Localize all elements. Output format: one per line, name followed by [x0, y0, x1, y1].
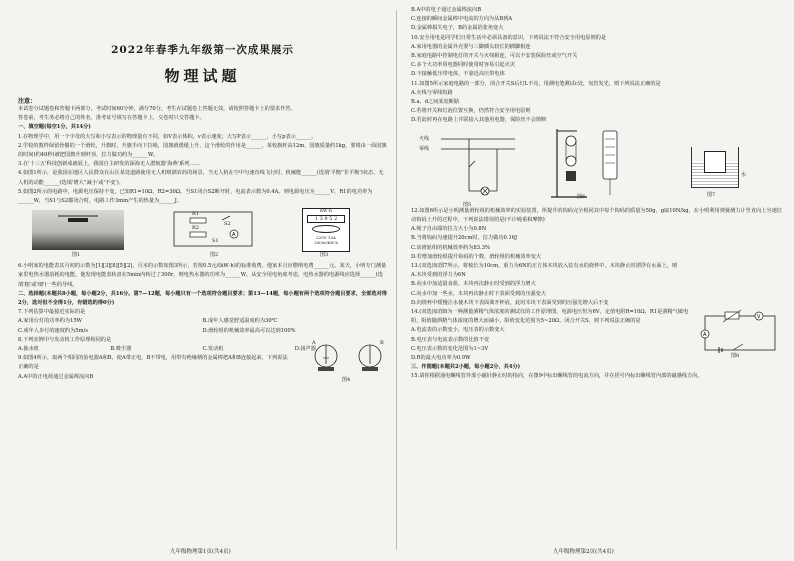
option: D.R的最大电功率为0.9W [411, 355, 471, 362]
question-1: 1.在物理学中，用一个字母的大写和小写表示的物理量有不同，如V表示体积，v表示速度；大写P表示______，小写p表示______。 [18, 133, 317, 140]
option: B.家庭电路中控制电灯的开关与火线相连，可以不安装保险丝或空气开关 [411, 53, 578, 60]
question-7-stem: 7.下列估算中最接近实际的是 [18, 309, 86, 316]
choice-section-heading: 二、选择题(本题共8小题，每小题2分，共16分。第7—12题，每小题只有一个选项符合题目要求；第13—14题，每小题有两个选项符合题目要求，全部选对得2分，选对但不全得1分，有错选的得0分) [18, 290, 387, 307]
household-circuit [419, 129, 519, 199]
figure-7-label: 图7 [707, 191, 716, 198]
pulley-setup [547, 125, 637, 201]
figure-8-label: 图8 [731, 353, 740, 360]
exam-year-title: 2022年春季九年级第一次成果展示 [111, 44, 294, 56]
question-2: 2.学校的教样保留骨骼的一个滑轮，升旗时，升旗手向下拉绳，国旗就缓缓上升，这个滑轮的作用是______，某校旗杆高12m，国旗质量约1kg，要将由一面国旗的时间(约40秒)被把国旗升到杆顶，拉力做功约为______W。 [18, 142, 387, 159]
s2-label: S2 [224, 221, 231, 228]
right-page [397, 0, 794, 561]
question-15-stem: 15.请你根据通电螺线管外部小磁针静止时的指向，在图9中标出螺线管的电流方向，并在括号内标出螺线管内部的磁感线方向。 [411, 373, 703, 380]
r1-label: R1 [192, 211, 199, 218]
figure-2-label: 图2 [210, 252, 219, 259]
electroscope-b-label: B [380, 340, 384, 347]
question-9-option-b: B.A中的电子通过金属棒流向B [411, 7, 482, 13]
live-wire-label: 火线 [419, 135, 430, 142]
option: C.电压表示数的变化范围为1~3V [411, 345, 489, 352]
figure-6-label: 图6 [577, 193, 586, 200]
question-6: 6.小明家的电能表其月初的示数为[1][3][8][5][2]，月末的示数如图3所示，若按0.5元/(kW·h)的标准收费，他家本月应缴纳电费______元。某天，小明专门测量家里电热水器消耗的电能，他发现电能表转盘在5min内转过了300r，则电热水器的功率为______W。从安全用电角度考虑，电热水器的电源线应选择______(选填'粗'或'细')一些的导线。 [18, 263, 387, 288]
drone-icon [32, 210, 124, 250]
question-9-option-d: D.金属棒损失电子，B的金属箔张角变大 [411, 25, 504, 32]
meter-digits: 1 3 9 5 2 [307, 215, 345, 223]
option: B.电压表与电流表示数的比值不变 [411, 336, 490, 343]
meter-unit: kW·h [320, 209, 332, 215]
option: A.抽水机 [18, 346, 39, 353]
question-8-stem: 8.下列实例中与发动机工作原理相同的是 [18, 336, 112, 343]
option: D.向烧杯中缓慢注水使木块下表面离开杯底，此时木块下表面受到的压强先增大后不变 [411, 299, 609, 306]
meter-dial [312, 225, 340, 233]
household-circuit-figure-5 [419, 129, 519, 208]
option: D.扬声器 [294, 346, 316, 353]
svg-text:A: A [232, 232, 236, 239]
question-3: 3.在'十三五'科技创新成就展上，我国自主研发的深海无人潜航器'海燕'系列…… [18, 161, 200, 168]
option: A.电流表的示数变小，电压表的示数变大 [411, 327, 505, 334]
fill-section-heading: 一、填空题(每空1分，共14分) [18, 124, 91, 131]
notice-line: 本试卷分试题卷和答题卡两部分，考试时间60分钟，满分70分。考生在试题卷上答题无效，请按照答题卡上的要求作答。 [18, 106, 296, 112]
neutral-wire-label: 零线 [419, 145, 430, 152]
option: D.滑轮组的机械效率最高可以达到100% [202, 327, 296, 334]
notice-line: 答卷前，考生务必将自己的姓名、准考证号填写在答题卡上，交卷时只交答题卡。 [18, 115, 205, 122]
meter-spec: 220V 10A [316, 235, 336, 241]
question-14-block [411, 308, 782, 363]
figure-5-label: 图5 [463, 201, 472, 208]
electric-meter [302, 208, 350, 252]
question-10-stem: 10.安全用电是同学们日常生活中必须具备的意识，下列说法不符合安全用电原则的是 [411, 34, 607, 41]
drone-photo [32, 210, 124, 250]
question-5: 5.如图2所示的电路中，电源电压保持不变，已知R1=10Ω，R2=30Ω。当S1闭合S2断开时，电流表示数为0.4A，则电源电压为______V，R1的电功率为______W，当S1与S2都闭合时，电路工作3min产生的热量为______J。 [18, 188, 373, 205]
beaker-figure-7 [681, 147, 761, 199]
wood-block [704, 151, 726, 173]
water-label: 水 [741, 171, 747, 178]
left-page-footer: 九年级物理第1页(共4页) [170, 549, 231, 555]
r2-label: R2 [192, 225, 199, 232]
option: A.家用电器的金属外壳要与三脚插头较长的插脚相连 [411, 43, 531, 50]
draw-section-heading: 三、作图题(本题共2小题，每小题2分，共4分) [411, 364, 521, 371]
question-11-12-figure-block [411, 89, 782, 207]
option: B.向水中加适量食盐，木块再次静止时受到的浮力增大 [411, 281, 536, 288]
option: B.当将钩码匀速提升20cm时，拉力做功0.16J [411, 235, 518, 242]
svg-text:A: A [703, 332, 707, 339]
question-13-stem: 13.(双选)如图7所示，将棱长为10cm，重力为6N的正方体木块放入装有水的烧杯中，木块静止时漂浮在水面上，则 [411, 263, 678, 270]
option: C.发动机 [202, 346, 224, 353]
s1-label: S1 [212, 238, 219, 245]
question-4: 4.如图1所示，是我国在地区人民群众在山区某处道路使用无人机喷洒农药的场景，当无人机在空中匀速直线飞行时，机械能______(选填'平衡''非平衡')状态，无人机的动能______(选填'增大''减小'或'不变')。 [18, 170, 384, 186]
option: D.若此时再在电路上并联接入其他用电器，保险丝不会熔断 [411, 117, 547, 124]
option: C.成年人步行的速度约为5m/s [18, 327, 88, 334]
beaker [691, 147, 739, 188]
option: A.绳子自由端的拉力大小为0.8N [411, 226, 487, 233]
option: A.A中的正电荷通过金属棒流向B [18, 373, 94, 380]
option: A.木块受到的浮力为6N [411, 272, 466, 279]
figure-4-label: 图4 [342, 377, 351, 384]
figure-1-label: 图1 [72, 252, 81, 259]
option: B.成年人感觉舒适温度约为30℃ [202, 318, 278, 325]
option: D.不接触低压带电体，不靠近高压带电体 [411, 71, 505, 78]
sensor-circuit-figure-8 [697, 310, 781, 360]
question-7-options [18, 317, 387, 335]
electroscope-figure-4 [308, 340, 388, 386]
question-12-stem: 12.如图6所示是小明测量滑轮组的机械效率的实验装置，所提升的钩码完全相同其中每个钩码的质量为50g，g取10N/kg，在小明利用弹簧测力计竖直向上匀速拉动钩码上升的过程中，下列说法错误的是(不计绳重和摩擦) [411, 207, 782, 224]
option: C.若将开关和灯泡位置互换，仍然符合安全用电原则 [411, 108, 531, 115]
option: B.吸尘器 [110, 346, 132, 353]
question-11-options [411, 89, 601, 126]
meter-rate: 2000r/kW·h [314, 240, 338, 246]
circuit-figure-2 [168, 208, 258, 250]
option: B.a、d之间某处断路 [411, 99, 460, 106]
option: A.火线与零线短路 [411, 89, 453, 96]
option: D.若增加滑轮组提升钩码的个数，滑轮组的机械效率变大 [411, 253, 542, 260]
question-9-option-c: C.连接的瞬间金属棒中电流的方向为从B到A [411, 16, 513, 23]
option: A.家用台灯的功率约为15W [18, 318, 83, 325]
option: C.多个大功率用电器同时使用时容易引起火灾 [411, 62, 515, 69]
option: C.向水中加一些水，木块再次静止时下表面受到的压强变大 [411, 290, 547, 297]
right-page-footer: 九年级物理第2页(共4页) [553, 549, 614, 555]
option: C.该滑轮组的机械效率约为83.3% [411, 244, 490, 251]
pulley-figure-6 [547, 125, 637, 201]
electroscope-a-label: A [312, 340, 316, 347]
question-14-stem: 14.(双选)如图8为一种测量酒精气体浓度的测试仪的工作原理图，电源电压恒为6V，定值电阻R=10Ω，R1是酒精气敏电阻，阻值随酒精气体浓度的增大而减小，阻值变化范围为5~20Ω，闭合开关S，则下列说法正确的是 [411, 309, 689, 325]
figure-row-left [18, 208, 387, 260]
question-11-stem: 11.如图5所示家庭电路的一部分，闭合开关S后灯L不亮，用测电笔测试c处，氖管发光，则下列说法正确的是 [411, 80, 661, 87]
exam-subject-title: 物理试题 [164, 67, 241, 85]
question-9-stem: 9.如图4所示，取两个相同的验电器A和B，使A带正电，B不带电，用带有绝缘柄的金属棒把A和B连接起来，下列说法正确的是 [18, 355, 288, 371]
svg-text:V: V [757, 314, 761, 321]
figure-3-label: 图3 [320, 252, 329, 259]
notice-heading: 注意： [18, 98, 37, 105]
